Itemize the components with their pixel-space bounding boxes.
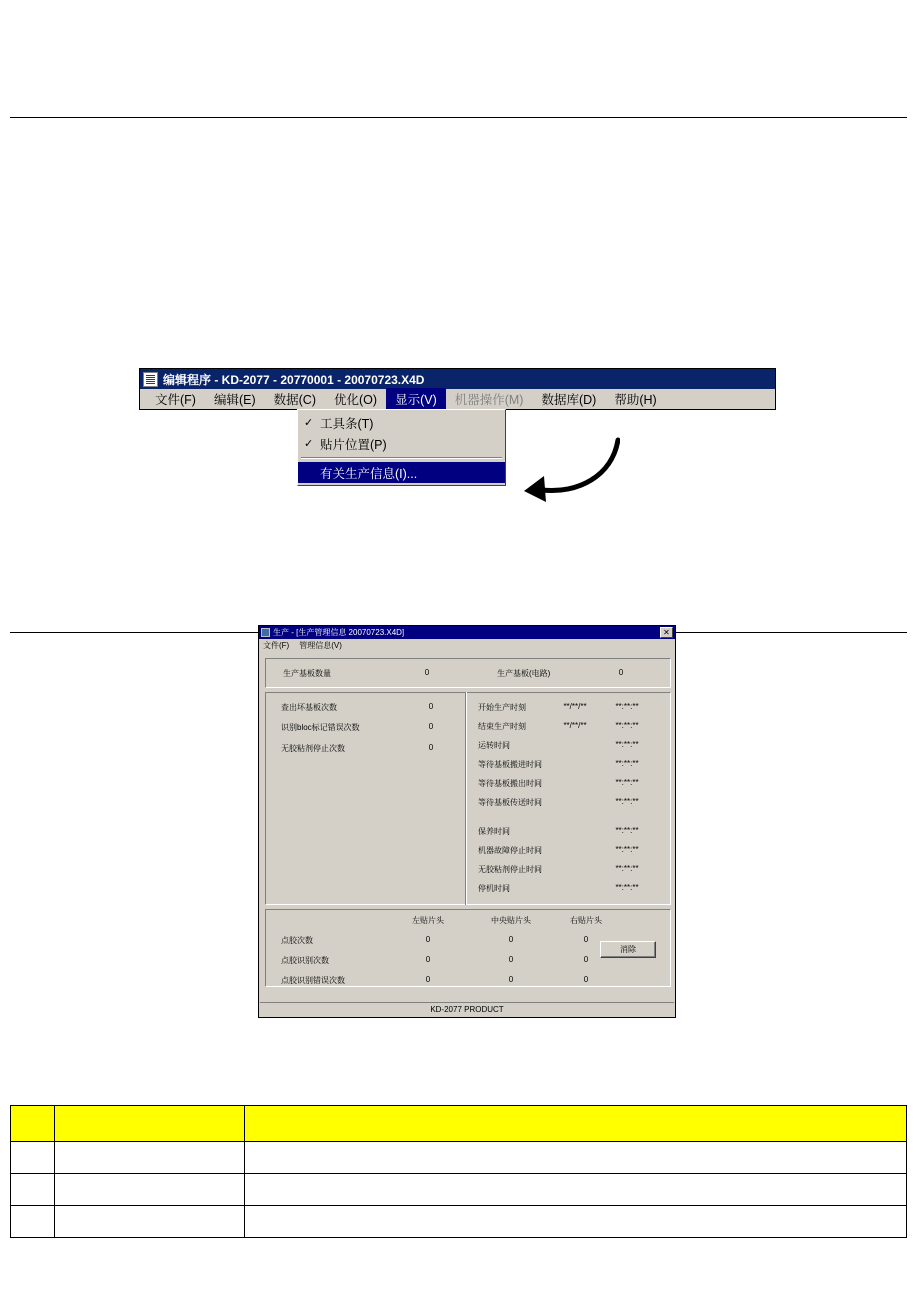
- cell-dispense-center: 0: [508, 935, 514, 944]
- table-header-row: [11, 1106, 907, 1142]
- production-menu-management-info[interactable]: 管理信息(V): [299, 641, 342, 650]
- column-header-center-head: 中央贴片头: [491, 916, 531, 925]
- view-dropdown-menu: [297, 409, 506, 486]
- menu-item-machine-operation: 机器操作(M): [454, 393, 524, 407]
- value-production-end-time: **:**:**: [615, 721, 639, 730]
- cell-name: [55, 1174, 245, 1206]
- label-machine-fault-stop-time: 机器故障停止时间: [478, 846, 542, 855]
- cell-recognition-error-right: 0: [583, 975, 589, 984]
- label-board-count: 生产基板数量: [283, 669, 331, 678]
- cell-recognition-error-center: 0: [508, 975, 514, 984]
- label-maintenance-time: 保养时间: [478, 827, 510, 836]
- table-row: [11, 1142, 907, 1174]
- cell-recognition-center: 0: [508, 955, 514, 964]
- label-bad-board-count: 查出坏基板次数: [281, 703, 337, 712]
- value-bad-board-count: 0: [428, 702, 434, 711]
- header-cell-no: [11, 1106, 55, 1142]
- editor-menubar: [140, 389, 775, 409]
- dropdown-item-placement-position-label: 贴片位置(P): [320, 437, 387, 452]
- label-production-start-time: 开始生产时刻: [478, 703, 526, 712]
- cell-description: [245, 1174, 907, 1206]
- menu-item-optimize[interactable]: 优化(O): [334, 393, 378, 407]
- production-info-window: [258, 625, 676, 1018]
- dropdown-item-placement-position[interactable]: [298, 433, 505, 454]
- production-app-icon: [261, 628, 270, 637]
- label-wait-board-out-time: 等待基板搬出时间: [478, 779, 542, 788]
- production-statusbar: KD-2077 PRODUCT: [260, 1002, 674, 1016]
- dropdown-item-production-info-label: 有关生产信息(I)...: [320, 466, 418, 481]
- value-production-end-date: **/**/**: [563, 721, 587, 730]
- menu-item-database[interactable]: 数据库(D): [541, 393, 597, 407]
- value-wait-board-out-time: **:**:**: [615, 778, 639, 787]
- value-operating-time: **:**:**: [615, 740, 639, 749]
- value-maintenance-time: **:**:**: [615, 826, 639, 835]
- label-downtime: 停机时间: [478, 884, 510, 893]
- menu-item-data[interactable]: 数据(C): [273, 393, 316, 407]
- cell-name: [55, 1142, 245, 1174]
- cell-name: [55, 1206, 245, 1238]
- cell-recognition-right: 0: [583, 955, 589, 964]
- value-machine-fault-stop-time: **:**:**: [615, 845, 639, 854]
- column-header-right-head: 右贴片头: [570, 916, 602, 925]
- value-bloc-mark-error-count: 0: [428, 722, 434, 731]
- bottom-table: [10, 1105, 907, 1238]
- production-menubar: [259, 639, 675, 652]
- menu-item-view[interactable]: 显示(V): [386, 388, 446, 410]
- dropdown-separator: [301, 457, 502, 459]
- value-production-start-time: **:**:**: [615, 702, 639, 711]
- production-menu-file[interactable]: 文件(F): [263, 641, 290, 650]
- value-board-circuit-count: 0: [618, 668, 624, 677]
- label-operating-time: 运转时间: [478, 741, 510, 750]
- horizontal-rule-top: [10, 117, 907, 118]
- value-wait-board-transfer-time: **:**:**: [615, 797, 639, 806]
- menu-item-file[interactable]: 文件(F): [155, 393, 196, 407]
- table-row: [11, 1174, 907, 1206]
- value-production-start-date: **/**/**: [563, 702, 587, 711]
- label-bloc-mark-error-count: 识别bloc标记错误次数: [281, 723, 360, 732]
- row-label-dispense-count: 点胶次数: [281, 936, 313, 945]
- table-row: [11, 1206, 907, 1238]
- column-header-left-head: 左贴片头: [412, 916, 444, 925]
- checkmark-icon: ✓: [304, 438, 314, 450]
- editor-window: [139, 368, 776, 410]
- cell-description: [245, 1206, 907, 1238]
- header-cell-description: [245, 1106, 907, 1142]
- cell-dispense-left: 0: [425, 935, 431, 944]
- label-wait-board-transfer-time: 等待基板传送时间: [478, 798, 542, 807]
- production-window-title: 生产 - [生产管理信息 20070723.X4D]: [273, 628, 405, 637]
- value-board-count: 0: [424, 668, 430, 677]
- value-no-adhesive-stop-time: **:**:**: [615, 864, 639, 873]
- row-label-dispense-recognition-error-count: 点胶识别错误次数: [281, 976, 345, 985]
- cell-recognition-left: 0: [425, 955, 431, 964]
- close-icon[interactable]: ✕: [660, 627, 673, 638]
- dropdown-item-toolbar[interactable]: [298, 412, 505, 433]
- production-titlebar: [259, 626, 675, 639]
- label-no-adhesive-stop-time: 无胶粘剂停止时间: [478, 865, 542, 874]
- header-cell-name: [55, 1106, 245, 1142]
- cell-dispense-right: 0: [583, 935, 589, 944]
- value-wait-board-in-time: **:**:**: [615, 759, 639, 768]
- value-no-adhesive-stop-count: 0: [428, 743, 434, 752]
- value-downtime: **:**:**: [615, 883, 639, 892]
- cell-recognition-error-left: 0: [425, 975, 431, 984]
- cell-no: [11, 1206, 55, 1238]
- dropdown-item-toolbar-label: 工具条(T): [320, 416, 374, 431]
- production-body: [265, 658, 669, 999]
- cell-no: [11, 1142, 55, 1174]
- dropdown-item-production-info[interactable]: [298, 462, 505, 483]
- editor-titlebar: [140, 369, 775, 389]
- menu-item-edit[interactable]: 编辑(E): [213, 393, 256, 407]
- label-board-circuit-count: 生产基板(电路): [497, 669, 551, 678]
- cell-description: [245, 1142, 907, 1174]
- row-label-dispense-recognition-count: 点胶识别次数: [281, 956, 329, 965]
- clear-button[interactable]: 消除: [600, 941, 656, 958]
- cell-no: [11, 1174, 55, 1206]
- menu-item-help[interactable]: 帮助(H): [614, 393, 657, 407]
- editor-window-title: 编辑程序 - KD-2077 - 20770001 - 20070723.X4D: [163, 372, 425, 387]
- checkmark-icon: ✓: [304, 417, 314, 429]
- group-divider: [465, 692, 467, 905]
- label-production-end-time: 结束生产时刻: [478, 722, 526, 731]
- label-no-adhesive-stop-count: 无胶粘剂停止次数: [281, 744, 345, 753]
- editor-document-icon: [143, 372, 158, 387]
- curved-arrow-icon: [500, 432, 620, 502]
- label-wait-board-in-time: 等待基板搬进时间: [478, 760, 542, 769]
